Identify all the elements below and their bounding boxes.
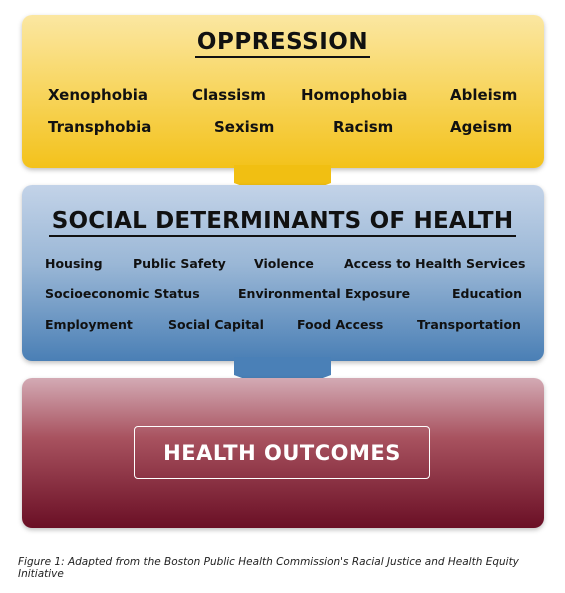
health-outcomes-title: HEALTH OUTCOMES <box>163 440 401 465</box>
determinant-term: Employment <box>45 317 133 332</box>
social-determinants-title: SOCIAL DETERMINANTS OF HEALTH <box>0 208 565 234</box>
oppression-term: Xenophobia <box>48 86 149 104</box>
determinant-term: Violence <box>254 256 314 271</box>
oppression-term: Sexism <box>214 118 275 136</box>
determinant-term: Socioeconomic Status <box>45 286 200 301</box>
determinant-term: Environmental Exposure <box>238 286 411 301</box>
health-outcomes-frame <box>134 426 430 479</box>
figure-caption: Figure 1: Adapted from the Boston Public Health Commission's Racial Justice and Health Equity Initiative <box>18 556 519 580</box>
oppression-term: Transphobia <box>48 118 152 136</box>
oppression-term: Racism <box>333 118 394 136</box>
oppression-term: Classism <box>192 86 266 104</box>
oppression-term: Ableism <box>450 86 518 104</box>
determinant-term: Food Access <box>297 317 384 332</box>
oppression-title: OPPRESSION <box>0 29 565 55</box>
determinant-term: Social Capital <box>168 317 264 332</box>
determinant-term: Public Safety <box>133 256 226 271</box>
determinant-term: Access to Health Services <box>344 256 526 271</box>
determinant-term: Housing <box>45 256 103 271</box>
determinant-term: Transportation <box>417 317 521 332</box>
oppression-term: Ageism <box>450 118 513 136</box>
determinant-term: Education <box>452 286 522 301</box>
oppression-term: Homophobia <box>301 86 408 104</box>
